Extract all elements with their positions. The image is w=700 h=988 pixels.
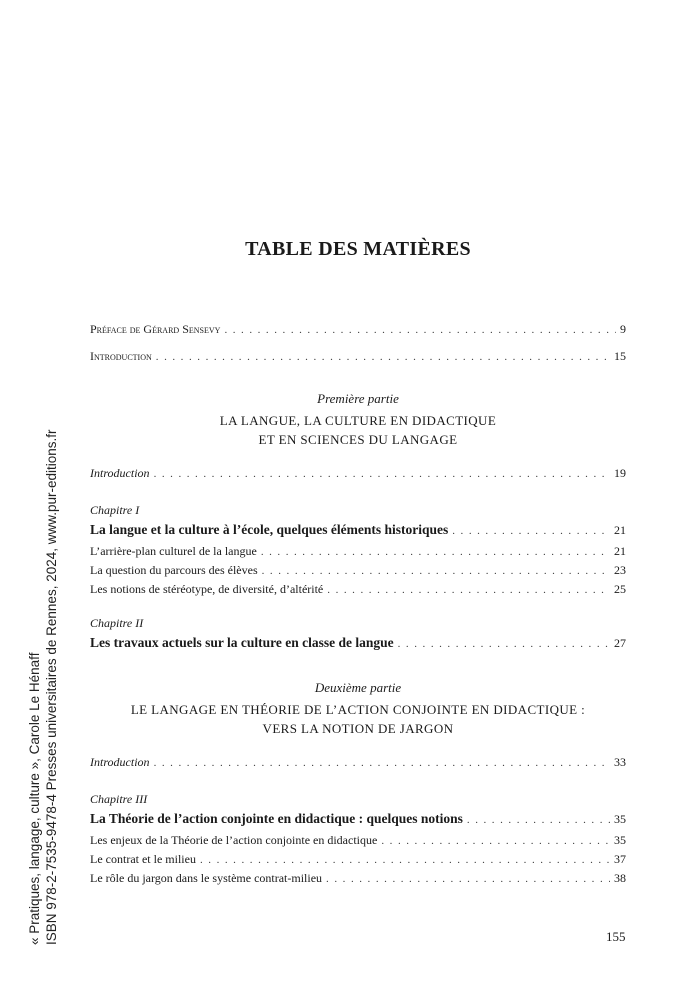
toc-entry-chapter-1[interactable]	[90, 522, 626, 538]
toc-entry-preface[interactable]	[90, 322, 626, 337]
part-2-title-line-2: VERS LA NOTION DE JARGON	[262, 721, 454, 736]
toc-entry-label: Le rôle du jargon dans le système contrat-milieu	[90, 871, 323, 885]
part-1-title-line-1: LA LANGUE, LA CULTURE EN DIDACTIQUE	[219, 413, 497, 428]
toc-entry-page: 35	[614, 833, 626, 847]
toc-entry-label: Introduction	[90, 466, 150, 480]
side-note-line-1: « Pratiques, langage, culture », Carole Le Hénaff	[27, 652, 42, 945]
toc-entry-label: Préface de Gérard Sensevy	[90, 322, 221, 336]
toc-entry-label: La question du parcours des élèves	[90, 563, 258, 577]
toc-entry-section[interactable]	[90, 563, 626, 578]
toc-entry-section[interactable]	[90, 582, 626, 597]
toc-entry-label: La langue et la culture à l’école, quelques éléments historiques	[90, 522, 449, 537]
toc-entry-part-1-introduction[interactable]	[90, 466, 626, 481]
chapter-2-label: Chapitre II	[90, 616, 144, 630]
toc-entry-section[interactable]	[90, 833, 626, 848]
toc-entry-label: La Théorie de l’action conjointe en didactique : quelques notions	[90, 811, 463, 826]
leader-dots	[381, 835, 610, 847]
toc-entry-page: 25	[614, 582, 626, 596]
toc-entry-label: Le contrat et le milieu	[90, 852, 196, 866]
toc-entry-section[interactable]	[90, 871, 626, 886]
toc-entry-page: 27	[614, 636, 626, 650]
toc-entry-label: Les notions de stéréotype, de diversité, d’altérité	[90, 582, 324, 596]
toc-entry-page: 19	[614, 466, 626, 480]
toc-entry-page: 21	[614, 523, 626, 537]
leader-dots	[326, 873, 610, 885]
toc-entry-label: Introduction	[90, 349, 152, 363]
part-2-title-line-1: LE LANGAGE EN THÉORIE DE L’ACTION CONJOINTE EN DIDACTIQUE :	[130, 702, 586, 717]
toc-entry-label: Les enjeux de la Théorie de l’action conjointe en didactique	[90, 833, 378, 847]
toc-entry-label: Les travaux actuels sur la culture en classe de langue	[90, 635, 394, 650]
chapter-1-label: Chapitre I	[90, 503, 140, 517]
copyright-side-note	[26, 429, 60, 945]
toc-entry-part-2-introduction[interactable]	[90, 755, 626, 770]
toc-entry-section[interactable]	[90, 544, 626, 559]
leader-dots	[398, 638, 610, 650]
part-2-label: Deuxième partie	[314, 680, 402, 695]
toc-entry-page: 35	[614, 812, 626, 826]
leader-dots	[224, 324, 616, 336]
toc-entry-chapter-2[interactable]	[90, 635, 626, 651]
toc-entry-page: 9	[620, 322, 626, 336]
page-number: 155	[606, 929, 626, 944]
toc-entry-page: 33	[614, 755, 626, 769]
page-title: TABLE DES MATIÈRES	[245, 238, 471, 260]
leader-dots	[154, 757, 610, 769]
toc-entry-page: 21	[614, 544, 626, 558]
toc-entry-label: L’arrière-plan culturel de la langue	[90, 544, 257, 558]
toc-entry-page: 38	[614, 871, 626, 885]
side-note-line-2: ISBN 978-2-7535-9478-4 Presses universitaires de Rennes, 2024, www.pur-editions.fr	[44, 429, 59, 945]
chapter-3-label: Chapitre III	[90, 792, 148, 806]
toc-entry-introduction[interactable]	[90, 349, 626, 364]
leader-dots	[200, 854, 610, 866]
part-1-title-line-2: ET EN SCIENCES DU LANGAGE	[258, 432, 458, 447]
leader-dots	[261, 546, 610, 558]
leader-dots	[452, 525, 610, 537]
leader-dots	[156, 351, 610, 363]
part-1-label: Première partie	[317, 391, 399, 406]
toc-entry-page: 23	[614, 563, 626, 577]
toc-entry-page: 37	[614, 852, 626, 866]
leader-dots	[327, 584, 610, 596]
leader-dots	[262, 565, 610, 577]
toc-entry-page: 15	[614, 349, 626, 363]
leader-dots	[467, 814, 610, 826]
toc-entry-section[interactable]	[90, 852, 626, 867]
leader-dots	[154, 468, 610, 480]
toc-entry-chapter-3[interactable]	[90, 811, 626, 827]
toc-entry-label: Introduction	[90, 755, 150, 769]
